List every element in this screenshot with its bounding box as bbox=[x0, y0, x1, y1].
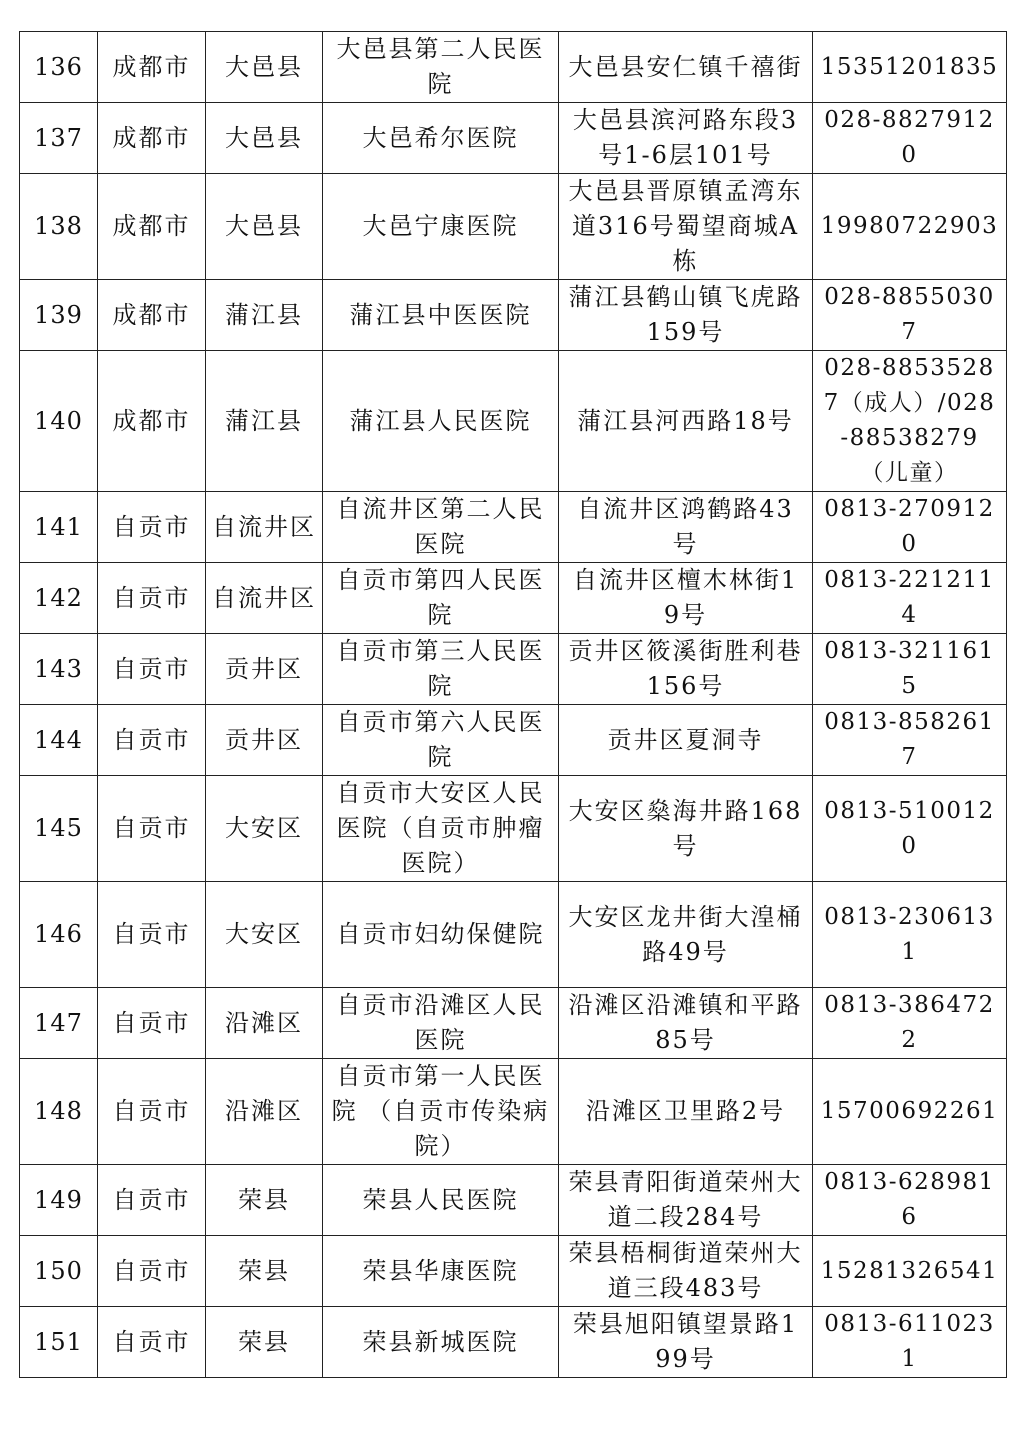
table-row bbox=[20, 1059, 1007, 1165]
hospital-name-cell: 蒲江县中医医院 bbox=[323, 280, 559, 351]
phone-cell: 028-88279120 bbox=[813, 103, 1007, 174]
county-cell: 荣县 bbox=[206, 1307, 323, 1378]
hospital-name-cell: 自贡市妇幼保健院 bbox=[323, 882, 559, 988]
hospital-name-cell: 荣县华康医院 bbox=[323, 1236, 559, 1307]
county-cell: 荣县 bbox=[206, 1236, 323, 1307]
address-cell: 贡井区筱溪街胜利巷156号 bbox=[559, 634, 813, 705]
phone-cell: 0813-2306131 bbox=[813, 882, 1007, 988]
table-row bbox=[20, 351, 1007, 492]
row-number: 138 bbox=[20, 174, 98, 280]
hospital-name-cell: 大邑县第二人民医院 bbox=[323, 32, 559, 103]
city-cell: 自贡市 bbox=[98, 492, 206, 563]
address-cell: 蒲江县鹤山镇飞虎路159号 bbox=[559, 280, 813, 351]
phone-cell: 0813-2709120 bbox=[813, 492, 1007, 563]
county-cell: 贡井区 bbox=[206, 634, 323, 705]
row-number: 151 bbox=[20, 1307, 98, 1378]
table-row bbox=[20, 1165, 1007, 1236]
city-cell: 成都市 bbox=[98, 32, 206, 103]
city-cell: 自贡市 bbox=[98, 988, 206, 1059]
hospital-table bbox=[19, 31, 1007, 1378]
row-number: 136 bbox=[20, 32, 98, 103]
county-cell: 大邑县 bbox=[206, 103, 323, 174]
hospital-name-cell: 荣县人民医院 bbox=[323, 1165, 559, 1236]
county-cell: 沿滩区 bbox=[206, 988, 323, 1059]
address-cell: 荣县旭阳镇望景路199号 bbox=[559, 1307, 813, 1378]
hospital-name-cell: 荣县新城医院 bbox=[323, 1307, 559, 1378]
table-row bbox=[20, 634, 1007, 705]
table-row bbox=[20, 705, 1007, 776]
address-cell: 大安区燊海井路168号 bbox=[559, 776, 813, 882]
hospital-name-cell: 大邑宁康医院 bbox=[323, 174, 559, 280]
address-cell: 大邑县晋原镇孟湾东道316号蜀望商城A栋 bbox=[559, 174, 813, 280]
phone-cell: 0813-8582617 bbox=[813, 705, 1007, 776]
row-number: 142 bbox=[20, 563, 98, 634]
row-number: 150 bbox=[20, 1236, 98, 1307]
hospital-name-cell: 大邑希尔医院 bbox=[323, 103, 559, 174]
county-cell: 大安区 bbox=[206, 882, 323, 988]
phone-cell: 0813-3211615 bbox=[813, 634, 1007, 705]
city-cell: 自贡市 bbox=[98, 1165, 206, 1236]
table-row bbox=[20, 776, 1007, 882]
county-cell: 自流井区 bbox=[206, 563, 323, 634]
county-cell: 荣县 bbox=[206, 1165, 323, 1236]
hospital-name-cell: 自贡市第四人民医院 bbox=[323, 563, 559, 634]
table-row bbox=[20, 882, 1007, 988]
county-cell: 沿滩区 bbox=[206, 1059, 323, 1165]
phone-cell: 19980722903 bbox=[813, 174, 1007, 280]
county-cell: 大邑县 bbox=[206, 32, 323, 103]
county-cell: 自流井区 bbox=[206, 492, 323, 563]
row-number: 137 bbox=[20, 103, 98, 174]
phone-cell: 0813-6110231 bbox=[813, 1307, 1007, 1378]
address-cell: 蒲江县河西路18号 bbox=[559, 351, 813, 492]
row-number: 148 bbox=[20, 1059, 98, 1165]
county-cell: 大安区 bbox=[206, 776, 323, 882]
address-cell: 自流井区檀木林街19号 bbox=[559, 563, 813, 634]
row-number: 144 bbox=[20, 705, 98, 776]
table-row bbox=[20, 32, 1007, 103]
table-row bbox=[20, 492, 1007, 563]
phone-cell: 028-88535287（成人）/028-88538279（儿童） bbox=[813, 351, 1007, 492]
table-row bbox=[20, 988, 1007, 1059]
phone-cell: 028-88550307 bbox=[813, 280, 1007, 351]
city-cell: 自贡市 bbox=[98, 1236, 206, 1307]
city-cell: 成都市 bbox=[98, 174, 206, 280]
table-row bbox=[20, 174, 1007, 280]
hospital-name-cell: 自贡市沿滩区人民医院 bbox=[323, 988, 559, 1059]
table-row bbox=[20, 280, 1007, 351]
hospital-name-cell: 蒲江县人民医院 bbox=[323, 351, 559, 492]
row-number: 139 bbox=[20, 280, 98, 351]
row-number: 146 bbox=[20, 882, 98, 988]
row-number: 140 bbox=[20, 351, 98, 492]
address-cell: 沿滩区卫里路2号 bbox=[559, 1059, 813, 1165]
city-cell: 自贡市 bbox=[98, 882, 206, 988]
phone-cell: 15351201835 bbox=[813, 32, 1007, 103]
table-row bbox=[20, 1307, 1007, 1378]
table-row bbox=[20, 563, 1007, 634]
address-cell: 自流井区鸿鹤路43号 bbox=[559, 492, 813, 563]
county-cell: 蒲江县 bbox=[206, 351, 323, 492]
city-cell: 成都市 bbox=[98, 280, 206, 351]
row-number: 141 bbox=[20, 492, 98, 563]
table-body bbox=[20, 32, 1007, 1378]
row-number: 147 bbox=[20, 988, 98, 1059]
phone-cell: 0813-2212114 bbox=[813, 563, 1007, 634]
address-cell: 大邑县滨河路东段3号1-6层101号 bbox=[559, 103, 813, 174]
table-row bbox=[20, 103, 1007, 174]
city-cell: 成都市 bbox=[98, 103, 206, 174]
address-cell: 大安区龙井街大湟桶路49号 bbox=[559, 882, 813, 988]
table-row bbox=[20, 1236, 1007, 1307]
hospital-name-cell: 自贡市第六人民医院 bbox=[323, 705, 559, 776]
address-cell: 大邑县安仁镇千禧街 bbox=[559, 32, 813, 103]
phone-cell: 0813-5100120 bbox=[813, 776, 1007, 882]
city-cell: 自贡市 bbox=[98, 776, 206, 882]
county-cell: 贡井区 bbox=[206, 705, 323, 776]
hospital-name-cell: 自贡市大安区人民医院（自贡市肿瘤医院） bbox=[323, 776, 559, 882]
phone-cell: 15281326541 bbox=[813, 1236, 1007, 1307]
address-cell: 贡井区夏洞寺 bbox=[559, 705, 813, 776]
row-number: 149 bbox=[20, 1165, 98, 1236]
hospital-name-cell: 自贡市第三人民医院 bbox=[323, 634, 559, 705]
city-cell: 自贡市 bbox=[98, 1307, 206, 1378]
row-number: 143 bbox=[20, 634, 98, 705]
city-cell: 自贡市 bbox=[98, 634, 206, 705]
county-cell: 大邑县 bbox=[206, 174, 323, 280]
phone-cell: 15700692261 bbox=[813, 1059, 1007, 1165]
address-cell: 荣县青阳街道荣州大道二段284号 bbox=[559, 1165, 813, 1236]
phone-cell: 0813-6289816 bbox=[813, 1165, 1007, 1236]
hospital-name-cell: 自流井区第二人民医院 bbox=[323, 492, 559, 563]
city-cell: 自贡市 bbox=[98, 1059, 206, 1165]
address-cell: 荣县梧桐街道荣州大道三段483号 bbox=[559, 1236, 813, 1307]
city-cell: 自贡市 bbox=[98, 705, 206, 776]
row-number: 145 bbox=[20, 776, 98, 882]
city-cell: 成都市 bbox=[98, 351, 206, 492]
city-cell: 自贡市 bbox=[98, 563, 206, 634]
county-cell: 蒲江县 bbox=[206, 280, 323, 351]
phone-cell: 0813-3864722 bbox=[813, 988, 1007, 1059]
address-cell: 沿滩区沿滩镇和平路85号 bbox=[559, 988, 813, 1059]
hospital-name-cell: 自贡市第一人民医院 （自贡市传染病院） bbox=[323, 1059, 559, 1165]
